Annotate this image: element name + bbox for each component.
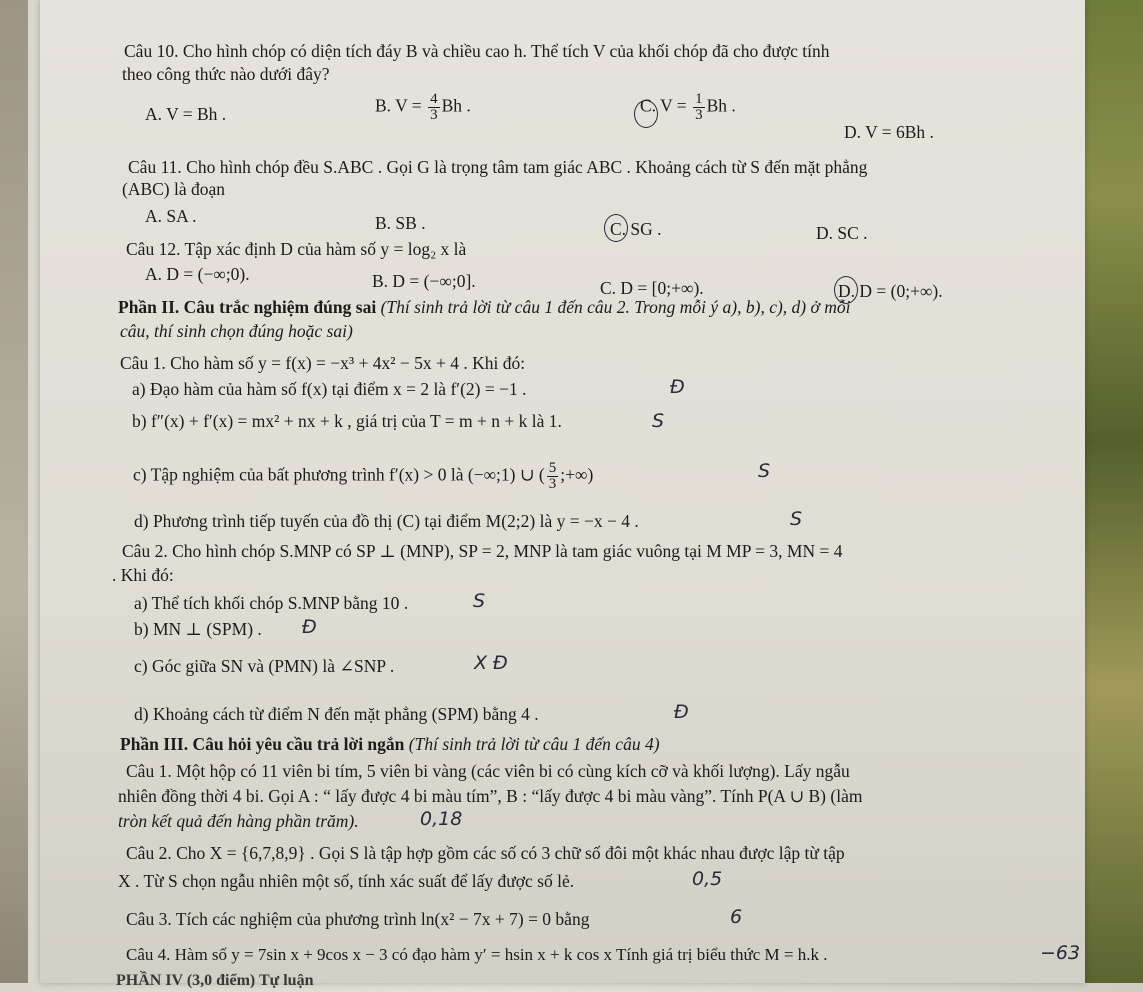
q12-stem: Câu 12. Tập xác định D của hàm số y = log₂ x là — [126, 239, 467, 259]
p2-q2-b: b) MN ⊥ (SPM) . — [134, 619, 262, 639]
q11-line2: (ABC) là đoạn — [122, 179, 226, 199]
q10-answer-circle — [634, 100, 658, 128]
p2-q1-b: b) f″(x) + f′(x) = mx² + nx + k , giá trị của T = m + n + k là 1. — [132, 411, 562, 431]
handwritten-q1b: S — [652, 410, 665, 432]
p2-q1-a: a) Đạo hàm của hàm số f(x) tại điểm x = 2 là f′(2) = −1 . — [132, 379, 527, 399]
p3-q4: Câu 4. Hàm số y = 7sin x + 9cos x − 3 có đạo hàm y′ = hsin x + k cos x Tính giá trị biểu thức M = h.k . — [126, 945, 828, 964]
q10-option-c: C. V = $\frac{1}{3}$ Bh . — [640, 91, 736, 123]
q10-line2: theo công thức nào dưới đây? — [122, 64, 330, 84]
handwritten-q2a: S — [473, 590, 486, 612]
q11-line1: Câu 11. Cho hình chóp đều S.ABC . Gọi G là trọng tâm tam giác ABC . Khoảng cách từ S đến mặt phẳng — [128, 157, 868, 177]
p2-q1-d: d) Phương trình tiếp tuyến của đồ thị (C) tại điểm M(2;2) là y = −x − 4 . — [134, 511, 639, 531]
q11-option-c: C. SG . — [610, 219, 662, 239]
p2-q1-c: c) Tập nghiệm của bất phương trình f′(x) > 0 là (−∞;1) ∪ ( $\frac{5}{3}$ ;+∞) — [133, 460, 594, 492]
part2-heading: Phần II. Câu trắc nghiệm đúng sai (Thí sinh trả lời từ câu 1 đến câu 2. Trong mỗi ý a), b), c), d) ở mỗi — [118, 297, 851, 317]
q11-option-d: D. SC . — [816, 223, 868, 243]
handwritten-q1c: S — [758, 460, 771, 482]
handwritten-q2c: X Đ — [474, 652, 508, 674]
handwritten-p3-q2: 0,5 — [692, 868, 723, 890]
p3-q1-line2: nhiên đồng thời 4 bi. Gọi A : “ lấy được 4 bi màu tím”, B : “lấy được 4 bi màu vàng”. Tính P(A ∪ B) (làm — [118, 786, 863, 806]
exam-page — [40, 0, 1085, 989]
q12-option-b: B. D = (−∞;0]. — [372, 271, 476, 291]
handwritten-p3-q4: −63 — [1040, 942, 1081, 964]
handwritten-p3-q3: 6 — [730, 906, 743, 928]
q10-line1: Câu 10. Cho hình chóp có diện tích đáy B và chiều cao h. Thể tích V của khối chóp đã cho được tính — [124, 41, 830, 61]
p2-q2-stem1: Câu 2. Cho hình chóp S.MNP có SP ⊥ (MNP), SP = 2, MNP là tam giác vuông tại M MP = 3, MN = 4 — [122, 541, 843, 561]
q12-option-a: A. D = (−∞;0). — [145, 264, 250, 284]
p2-q2-d: d) Khoảng cách từ điểm N đến mặt phẳng (SPM) bằng 4 . — [134, 704, 539, 724]
p3-q2-line2: X . Từ S chọn ngẫu nhiên một số, tính xác suất để lấy được số lẻ. — [118, 871, 575, 891]
q11-option-b: B. SB . — [375, 213, 426, 233]
p2-q2-stem2: . Khi đó: — [112, 565, 174, 585]
handwritten-q1d: S — [790, 508, 803, 530]
handwritten-p3-q1: 0,18 — [420, 808, 463, 830]
p3-q1-line1: Câu 1. Một hộp có 11 viên bi tím, 5 viên bi vàng (các viên bi có cùng kích cỡ và khối lượng). Lấy ngẫu — [126, 761, 850, 781]
p3-q1-line3: tròn kết quả đến hàng phần trăm). — [118, 811, 359, 831]
p3-q2-line1: Câu 2. Cho X = {6,7,8,9} . Gọi S là tập hợp gồm các số có 3 chữ số đôi một khác nhau được lập từ tập — [126, 843, 845, 863]
part3-heading: Phần III. Câu hỏi yêu cầu trả lời ngắn (Thí sinh trả lời từ câu 1 đến câu 4) — [120, 734, 660, 754]
handwritten-q2d: Đ — [674, 701, 689, 723]
p2-q2-a: a) Thể tích khối chóp S.MNP bằng 10 . — [134, 593, 409, 613]
p2-q2-c: c) Góc giữa SN và (PMN) là ∠SNP . — [134, 656, 395, 676]
q10-option-d: D. V = 6Bh . — [844, 122, 934, 142]
handwritten-q2b: Đ — [302, 616, 317, 638]
q10-option-b: B. V = $\frac{4}{3}$ Bh . — [375, 91, 471, 123]
handwritten-q1a: Đ — [670, 376, 685, 398]
part4-heading-cut: PHẦN IV (3,0 điểm) Tự luận — [116, 972, 314, 989]
p2-q1-stem: Câu 1. Cho hàm số y = f(x) = −x³ + 4x² − 5x + 4 . Khi đó: — [120, 353, 526, 373]
p3-q3: Câu 3. Tích các nghiệm của phương trình ln(x² − 7x + 7) = 0 bằng — [126, 909, 590, 929]
background-left — [0, 0, 28, 983]
q11-answer-circle — [604, 214, 628, 242]
part2-note: câu, thí sinh chọn đúng hoặc sai) — [120, 321, 353, 341]
q10-option-a: A. V = Bh . — [145, 104, 227, 124]
q12-option-d: D. D = (0;+∞). — [838, 281, 943, 301]
q12-option-c: C. D = [0;+∞). — [600, 278, 704, 298]
q11-option-a: A. SA . — [145, 206, 197, 226]
